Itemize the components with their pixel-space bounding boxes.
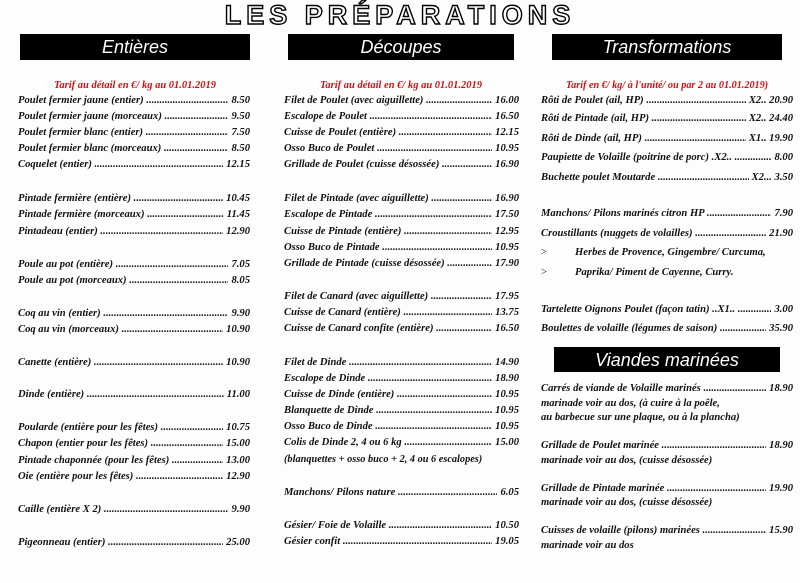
viandes-header: Viandes marinées <box>554 347 780 372</box>
list-item: Canette (entière) ..... 10.90 <box>18 357 250 368</box>
list-item: Poulet fermier blanc (morceaux) ..... 8.50 <box>18 143 250 154</box>
note: marinade voir au dos, (cuisse désossée) <box>541 455 713 466</box>
list-item: Gésier/ Foie de Volaille ..... 10.50 <box>284 520 519 531</box>
list-item: Grillade de Pintade (cuisse désossée) ..... 17.90 <box>284 258 519 269</box>
list-item: Osso Buco de Pintade ..... 10.95 <box>284 242 519 253</box>
list-item: Boulettes de volaille (légumes de saison) ..... 35.90 <box>541 323 793 334</box>
note: marinade voir au dos, (à cuire à la poêle, <box>541 398 720 409</box>
list-item: Cuisse de Pintade (entière) ..... 12.95 <box>284 226 519 237</box>
list-item: Rôti de Pintade (ail, HP) ..... X2.. 24.40 <box>541 113 793 124</box>
list-item: Filet de Poulet (avec aiguillette) ..... 16.00 <box>284 95 519 106</box>
flavor-item: > Herbes de Provence, Gingembre/ Curcuma, <box>541 247 766 258</box>
list-item: Cuisse de Canard (entière) ..... 13.75 <box>284 307 519 318</box>
decoupes-tarif: Tarif au détail en €/ kg au 01.01.2019 <box>319 80 483 91</box>
list-item: Coq au vin (morceaux) ..... 10.90 <box>18 324 250 335</box>
list-item: Cuisse de Canard confite (entière) ..... 16.50 <box>284 323 519 334</box>
entieres-header: Entières <box>20 34 250 60</box>
list-item: Colis de Dinde 2, 4 ou 6 kg ..... 15.00 <box>284 437 519 448</box>
list-item: Grillade de Pintade marinée ..... 19.90 <box>541 483 793 494</box>
entieres-tarif: Tarif au détail en €/ kg au 01.01.2019 <box>53 80 217 91</box>
list-item: Coq au vin (entier) ..... 9.90 <box>18 308 250 319</box>
list-item: Grillade de Poulet (cuisse désossée) ..... 16.90 <box>284 159 519 170</box>
list-item: Cuisses de volaille (pilons) marinées ..... 15.90 <box>541 525 793 536</box>
list-item: Pintadeau (entier) ..... 12.90 <box>18 226 250 237</box>
list-item: Poulet fermier jaune (morceaux) ..... 9.50 <box>18 111 250 122</box>
list-item: Osso Buco de Dinde ..... 10.95 <box>284 421 519 432</box>
list-item: Poularde (entière pour les fêtes) ..... 10.75 <box>18 422 250 433</box>
page-title: LES PRÉPARATIONS <box>224 0 576 30</box>
list-item: Filet de Canard (avec aiguillette) ..... 17.95 <box>284 291 519 302</box>
list-item: Croustillants (nuggets de volailles) ..... 21.90 <box>541 228 793 239</box>
list-item: Escalope de Poulet ..... 16.50 <box>284 111 519 122</box>
list-item: Coquelet (entier) ..... 12.15 <box>18 159 250 170</box>
list-item: Pintade fermière (entière) ..... 10.45 <box>18 193 250 204</box>
flavor-item: > Paprika/ Piment de Cayenne, Curry. <box>541 267 734 278</box>
list-item: Pintade chaponnée (pour les fêtes) ..... 13.00 <box>18 455 250 466</box>
list-item: Pigeonneau (entier) ..... 25.00 <box>18 537 250 548</box>
list-item: Poule au pot (entière) ..... 7.05 <box>18 259 250 270</box>
list-item: Dinde (entière) ..... 11.00 <box>18 389 250 400</box>
list-item: Poule au pot (morceaux) ..... 8.05 <box>18 275 250 286</box>
list-item: Grillade de Poulet marinée ..... 18.90 <box>541 440 793 451</box>
decoupes-header: Découpes <box>288 34 514 60</box>
list-item: Buchette poulet Moutarde ..... X2... 3.50 <box>541 172 793 183</box>
note: au barbecue sur une plaque, ou à la plancha) <box>541 412 740 423</box>
list-item: Gésier confit ..... 19.05 <box>284 536 519 547</box>
list-item: Chapon (entier pour les fêtes) ..... 15.00 <box>18 438 250 449</box>
list-item: Pintade fermière (morceaux) ..... 11.45 <box>18 209 250 220</box>
list-item: Filet de Pintade (avec aiguillette) ..... 16.90 <box>284 193 519 204</box>
transformations-tarif: Tarif en €/ kg/ à l'unité/ ou par 2 au 01.01.2019) <box>565 80 769 91</box>
list-item: Blanquette de Dinde ..... 10.95 <box>284 405 519 416</box>
list-item: Cuisse de Poulet (entière) ..... 12.15 <box>284 127 519 138</box>
list-item: Filet de Dinde ..... 14.90 <box>284 357 519 368</box>
list-item: Rôti de Dinde (ail, HP) ..... X1.. 19.90 <box>541 133 793 144</box>
transformations-header: Transformations <box>552 34 782 60</box>
note: marinade voir au dos <box>541 540 634 551</box>
list-item: Cuisse de Dinde (entière) ..... 10.95 <box>284 389 519 400</box>
list-item: Escalope de Dinde ..... 18.90 <box>284 373 519 384</box>
list-item: Tartelette Oignons Poulet (façon tatin) ..X1.. ..... 3.00 <box>541 304 793 315</box>
colis-note: (blanquettes + osso buco + 2, 4 ou 6 escalopes) <box>284 454 483 465</box>
list-item: Carrés de viande de Volaille marinés ..... 18.90 <box>541 383 793 394</box>
list-item: Osso Buco de Poulet ..... 10.95 <box>284 143 519 154</box>
list-item: Paupiette de Volaille (poitrine de porc) .X2.. ..... 8.00 <box>541 152 793 163</box>
list-item: Rôti de Poulet (ail, HP) ..... X2.. 20.90 <box>541 95 793 106</box>
list-item: Poulet fermier jaune (entier) ..... 8.50 <box>18 95 250 106</box>
note: marinade voir au dos, (cuisse désossée) <box>541 497 713 508</box>
list-item: Poulet fermier blanc (entier) ..... 7.50 <box>18 127 250 138</box>
list-item: Manchons/ Pilons nature ..... 6.05 <box>284 487 519 498</box>
list-item: Oie (entière pour les fêtes) ..... 12.90 <box>18 471 250 482</box>
list-item: Caille (entière X 2) ..... 9.90 <box>18 504 250 515</box>
list-item: Manchons/ Pilons marinés citron HP ..... 7.90 <box>541 208 793 219</box>
list-item: Escalope de Pintade ..... 17.50 <box>284 209 519 220</box>
